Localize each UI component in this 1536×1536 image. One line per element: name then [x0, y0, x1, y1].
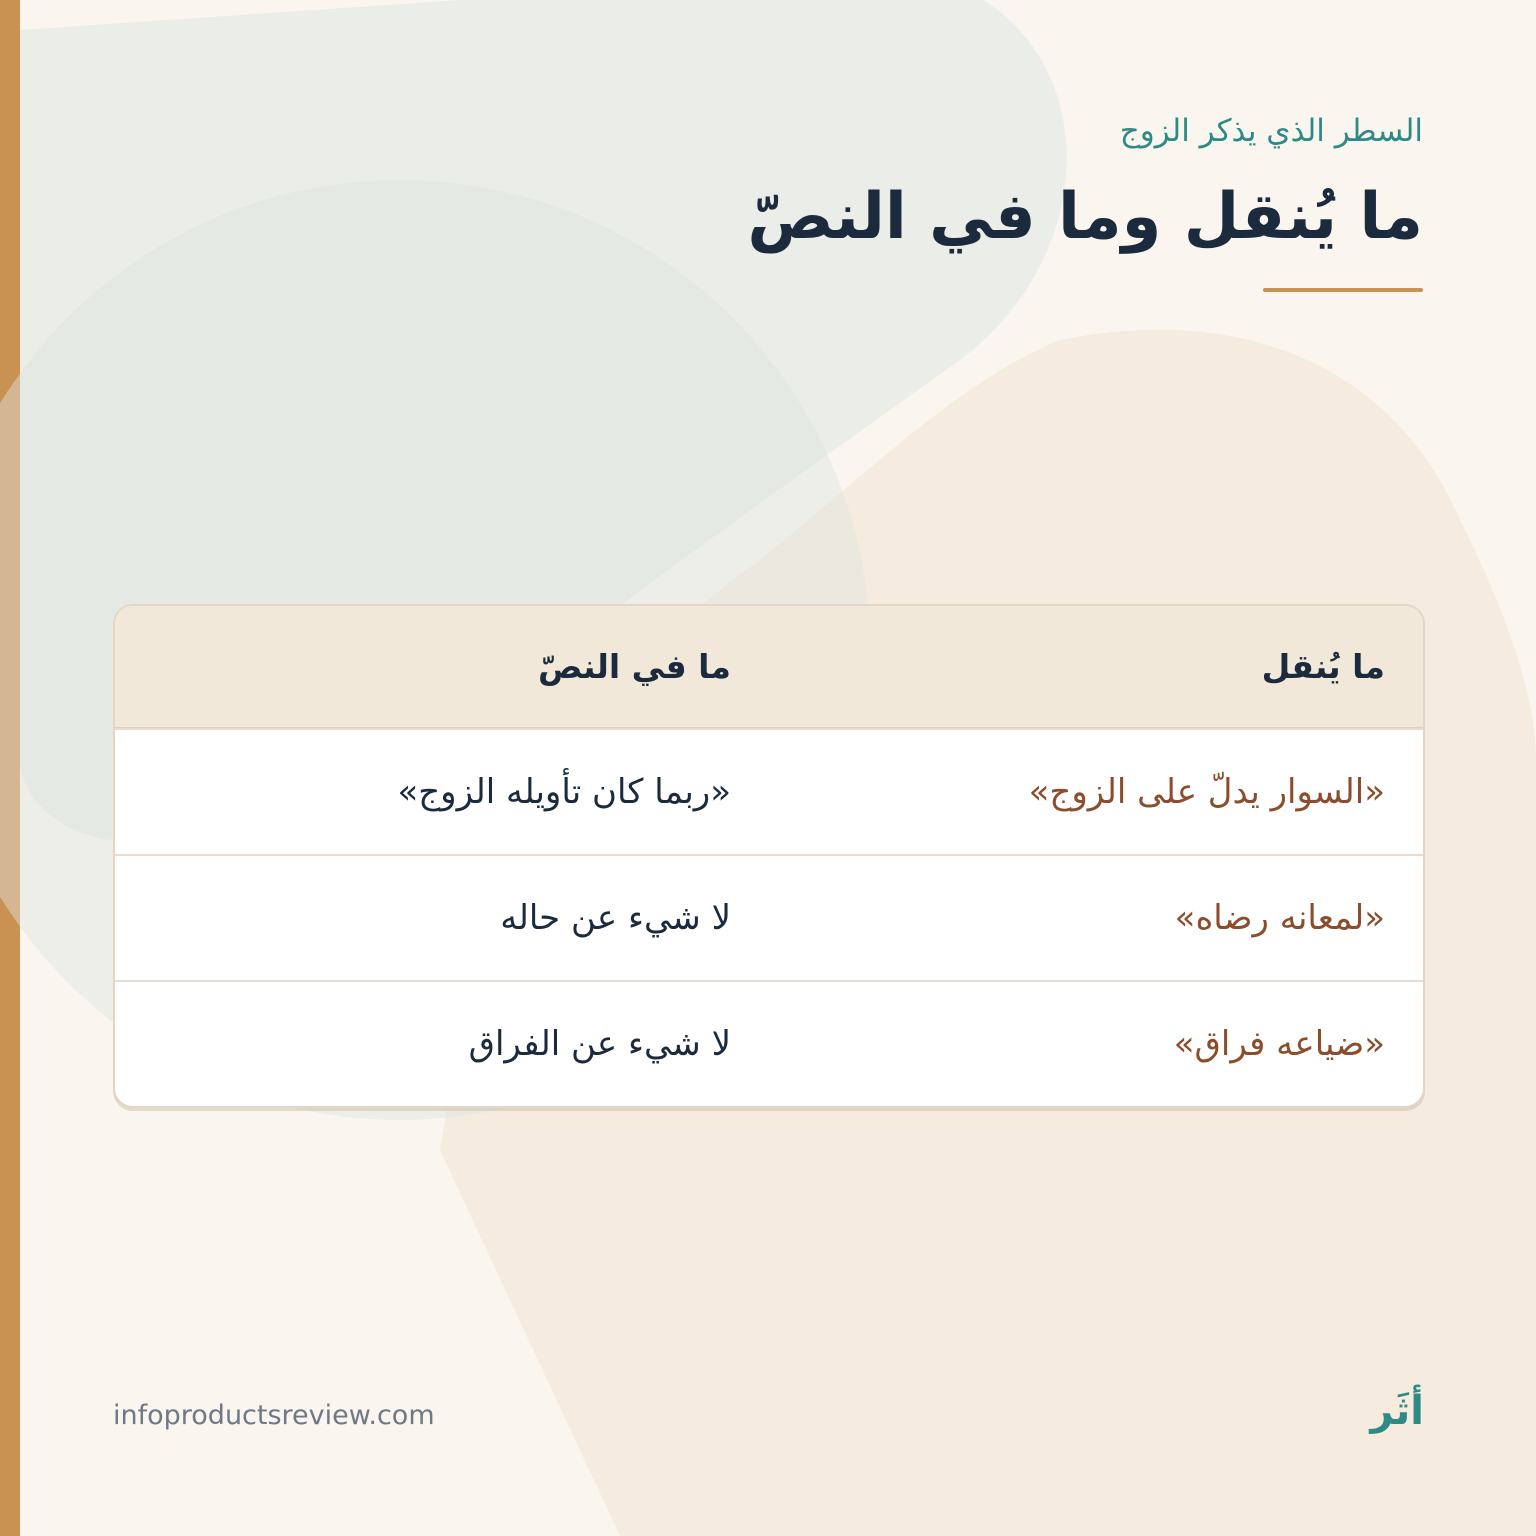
table-cell-in-text: لا شيء عن الفراق: [468, 1024, 731, 1064]
table-cell-transmitted: «ضياعه فراق»: [1173, 1024, 1385, 1064]
title-underline: [1263, 288, 1423, 292]
table-row: [115, 854, 1423, 980]
table-cell-transmitted: «لمعانه رضاه»: [1174, 898, 1385, 938]
table-row: [115, 728, 1423, 854]
table-cell-in-text: «ربما كان تأويله الزوج»: [397, 772, 731, 812]
comparison-table: [113, 604, 1425, 1108]
table-cell-in-text: لا شيء عن حاله: [500, 898, 731, 938]
eyebrow-subtitle: السطر الذي يذكر الزوج: [1119, 113, 1423, 149]
table-cell-transmitted: «السوار يدلّ على الزوج»: [1028, 772, 1385, 812]
table-header-row: [115, 606, 1423, 728]
table-row: [115, 980, 1423, 1106]
page-header: [523, 104, 1423, 262]
column-header-in-text: ما في النصّ: [538, 647, 731, 686]
footer-website: infoproductsreview.com: [113, 1400, 435, 1431]
page-title: ما يُنقل وما في النصّ: [747, 180, 1423, 254]
brand-logo: أثَر: [1370, 1388, 1424, 1434]
column-header-transmitted: ما يُنقل: [1261, 647, 1385, 686]
